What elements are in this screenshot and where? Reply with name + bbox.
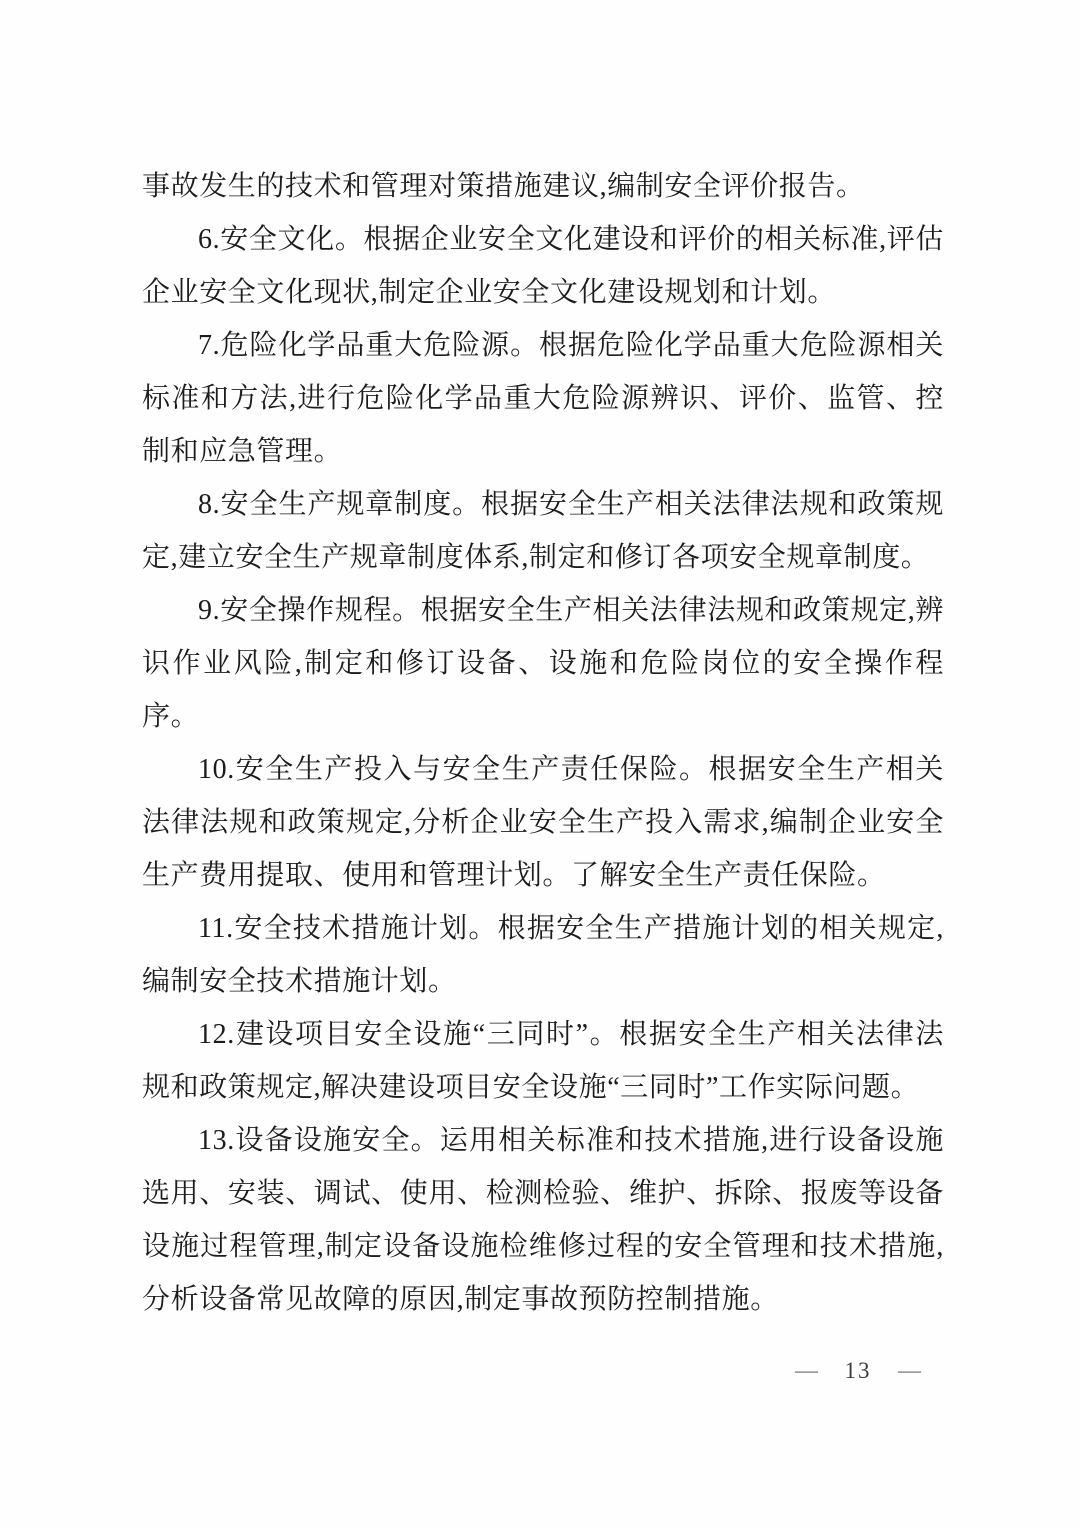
paragraph-item-9: 9.安全操作规程。根据安全生产相关法律法规和政策规定,辨识作业风险,制定和修订设备、设施和危险岗位的安全操作程序。 [142,595,944,732]
paragraph-item-7: 7.危险化学品重大危险源。根据危险化学品重大危险源相关标准和方法,进行危险化学品重大危险源辨识、评价、监管、控制和应急管理。 [142,330,944,467]
page-number-footer [795,1354,921,1388]
footer-dash-left: — [795,1360,818,1381]
footer-page-number: 13 [844,1358,872,1383]
paragraph-item-10: 10.安全生产投入与安全生产责任保险。根据安全生产相关法律法规和政策规定,分析企业安全生产投入需求,编制企业安全生产费用提取、使用和管理计划。了解安全生产责任保险。 [142,754,944,891]
footer-dash-right: — [898,1360,921,1381]
paragraph-item-8: 8.安全生产规章制度。根据安全生产相关法律法规和政策规定,建立安全生产规章制度体系,制定和修订各项安全规章制度。 [142,489,944,573]
paragraph-continuation: 事故发生的技术和管理对策措施建议,编制安全评价报告。 [142,171,865,202]
document-body [142,160,944,1326]
paragraph-item-13: 13.设备设施安全。运用相关标准和技术措施,进行设备设施选用、安装、调试、使用、检测检验、维护、拆除、报废等设备设施过程管理,制定设备设施检维修过程的安全管理和技术措施,分析设备常见故障的原因,制定事故预防控制措施。 [142,1125,944,1315]
paragraph-item-6: 6.安全文化。根据企业安全文化建设和评价的相关标准,评估企业安全文化现状,制定企业安全文化建设规划和计划。 [142,224,944,308]
paragraph-item-12: 12.建设项目安全设施“三同时”。根据安全生产相关法律法规和政策规定,解决建设项目安全设施“三同时”工作实际问题。 [142,1019,944,1103]
paragraph-item-11: 11.安全技术措施计划。根据安全生产措施计划的相关规定,编制安全技术措施计划。 [142,913,944,997]
